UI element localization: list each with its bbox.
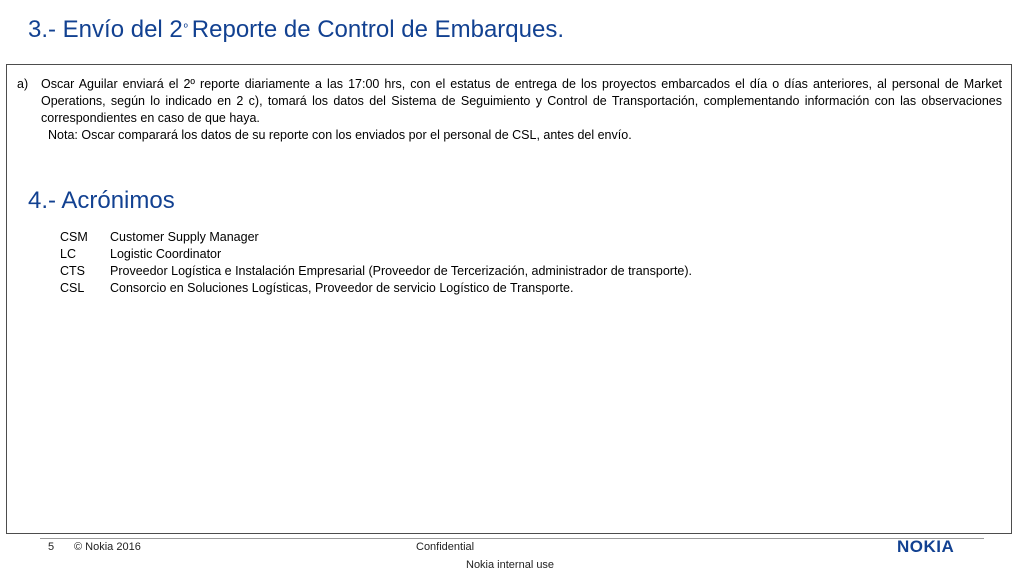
- list-marker: a): [17, 77, 29, 91]
- acronym-code: CTS: [60, 264, 85, 278]
- slide-title-part1: 3.- Envío del 2: [28, 16, 183, 43]
- internal-use-label: Nokia internal use: [466, 559, 555, 571]
- acronym-code: CSM: [60, 230, 88, 244]
- slide-title-part2: Reporte de Control de Embarques.: [191, 16, 565, 43]
- confidential-label: Confidential: [416, 541, 475, 553]
- acronym-description: Logistic Coordinator: [110, 247, 222, 261]
- acronym-row: [60, 263, 692, 280]
- note-text: Nota: Oscar comparará los datos de su reporte con los enviados por el personal de CSL, antes del envío.: [48, 128, 632, 142]
- list-item-text: Oscar Aguilar enviará el 2º reporte diariamente a las 17:00 hrs, con el estatus de entrega de los proyectos embarcados el día o días anteriores, al personal de Market Operations, según lo indicado en 2 c), tomará los datos del Sistema de Seguimiento y Control de Transportación, complementando información con las observaciones correspondientes en caso de que haya.: [41, 77, 1002, 125]
- list-item-a: [17, 76, 1002, 127]
- slide-title: [28, 16, 564, 44]
- copyright-text: © Nokia 2016: [74, 541, 141, 553]
- acronym-row: [60, 246, 692, 263]
- footer-divider: [40, 538, 984, 539]
- acronym-code: LC: [60, 247, 76, 261]
- section-heading-acronyms: 4.- Acrónimos: [28, 187, 175, 214]
- acronym-description: Customer Supply Manager: [110, 230, 259, 244]
- acronym-description: Proveedor Logística e Instalación Empresarial (Proveedor de Tercerización, administrador de transporte).: [110, 264, 693, 278]
- slide-title-degree: º: [183, 22, 188, 34]
- acronym-code: CSL: [60, 281, 85, 295]
- acronym-row: [60, 229, 692, 246]
- acronym-description: Consorcio en Soluciones Logísticas, Proveedor de servicio Logístico de Transporte.: [110, 281, 574, 295]
- acronym-row: [60, 280, 692, 297]
- nokia-logo: NOKIA: [897, 537, 955, 556]
- acronym-list: [60, 229, 692, 297]
- page-number: 5: [48, 541, 55, 553]
